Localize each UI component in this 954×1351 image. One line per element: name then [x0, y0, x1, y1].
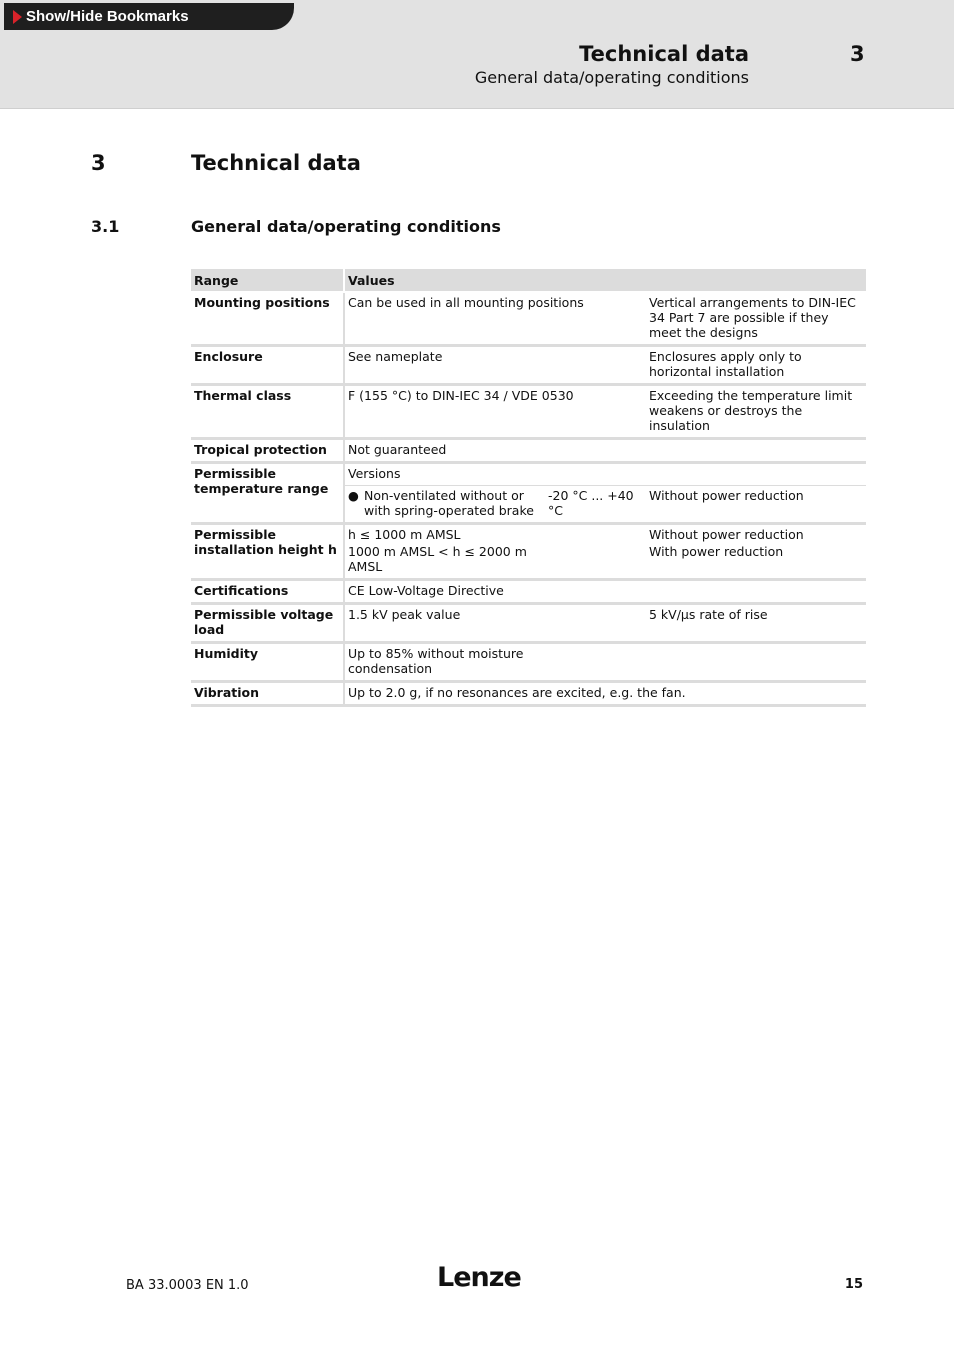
height-value-1: h ≤ 1000 m AMSL — [348, 527, 461, 542]
subsection-title: General data/operating conditions — [191, 217, 501, 236]
row-label: Permissible installation height h — [191, 525, 343, 581]
bullet-icon: ● — [348, 488, 359, 503]
row-value: Not guaranteed — [343, 440, 866, 464]
row-note: Exceeding the temperature limit weakens or destroys the insulation — [646, 386, 866, 440]
table-row — [191, 525, 866, 581]
column-header-range: Range — [191, 269, 343, 293]
row-label: Permissible temperature range — [191, 464, 343, 525]
document-id: BA 33.0003 EN 1.0 — [126, 1278, 249, 1293]
table-header-row — [191, 269, 866, 293]
show-hide-bookmarks-button[interactable] — [4, 3, 294, 30]
table-row — [191, 581, 866, 605]
triangle-right-icon — [13, 10, 22, 24]
row-note: 5 kV/μs rate of rise — [646, 605, 866, 644]
subsection-number: 3.1 — [91, 217, 120, 236]
row-value — [343, 525, 646, 581]
version-item-text: Non-ventilated without or with spring-operated brake — [364, 488, 534, 518]
section-title: Technical data — [191, 151, 361, 175]
header-subtitle: General data/operating conditions — [474, 68, 749, 87]
height-note-2: With power reduction — [649, 544, 784, 559]
row-label: Thermal class — [191, 386, 343, 440]
table-row — [191, 440, 866, 464]
table-row — [191, 464, 866, 486]
table-row — [191, 386, 866, 440]
row-label: Permissible voltage load — [191, 605, 343, 644]
row-label: Certifications — [191, 581, 343, 605]
row-value: Up to 85% without moisture condensation — [343, 644, 646, 683]
row-value: Up to 2.0 g, if no resonances are excited, e.g. the fan. — [343, 683, 866, 707]
table-row — [191, 683, 866, 707]
row-label: Vibration — [191, 683, 343, 707]
row-label: Enclosure — [191, 347, 343, 386]
row-value: 1.5 kV peak value — [343, 605, 646, 644]
row-value: F (155 °C) to DIN-IEC 34 / VDE 0530 — [343, 386, 646, 440]
header-chapter-number: 3 — [850, 42, 865, 66]
section-number: 3 — [91, 151, 106, 175]
row-label: Tropical protection — [191, 440, 343, 464]
column-header-values: Values — [343, 269, 866, 293]
table-row — [191, 347, 866, 386]
lenze-logo: Lenze — [437, 1262, 521, 1293]
page-header — [0, 0, 954, 109]
row-value: Can be used in all mounting positions — [343, 293, 646, 347]
table-row — [191, 605, 866, 644]
table-row — [191, 293, 866, 347]
header-title: Technical data — [579, 42, 749, 66]
row-value: CE Low-Voltage Directive — [343, 581, 866, 605]
row-label: Mounting positions — [191, 293, 343, 347]
height-note-1: Without power reduction — [649, 527, 804, 542]
row-label: Humidity — [191, 644, 343, 683]
temperature-range: -20 °C ... +40 °C — [545, 486, 646, 525]
row-note-empty — [646, 644, 866, 683]
row-note — [646, 525, 866, 581]
table-row — [191, 644, 866, 683]
row-note: Enclosures apply only to horizontal installation — [646, 347, 866, 386]
row-value-version-item — [343, 486, 545, 525]
page-number: 15 — [844, 1277, 863, 1292]
height-value-2: 1000 m AMSL < h ≤ 2000 m AMSL — [348, 544, 527, 574]
row-note: Vertical arrangements to DIN-IEC 34 Part 7 are possible if they meet the designs — [646, 293, 866, 347]
row-note: Without power reduction — [646, 486, 866, 525]
row-value: See nameplate — [343, 347, 646, 386]
row-value-versions: Versions — [343, 464, 866, 486]
technical-data-table — [191, 269, 866, 707]
bookmarks-button-label: Show/Hide Bookmarks — [26, 8, 189, 25]
